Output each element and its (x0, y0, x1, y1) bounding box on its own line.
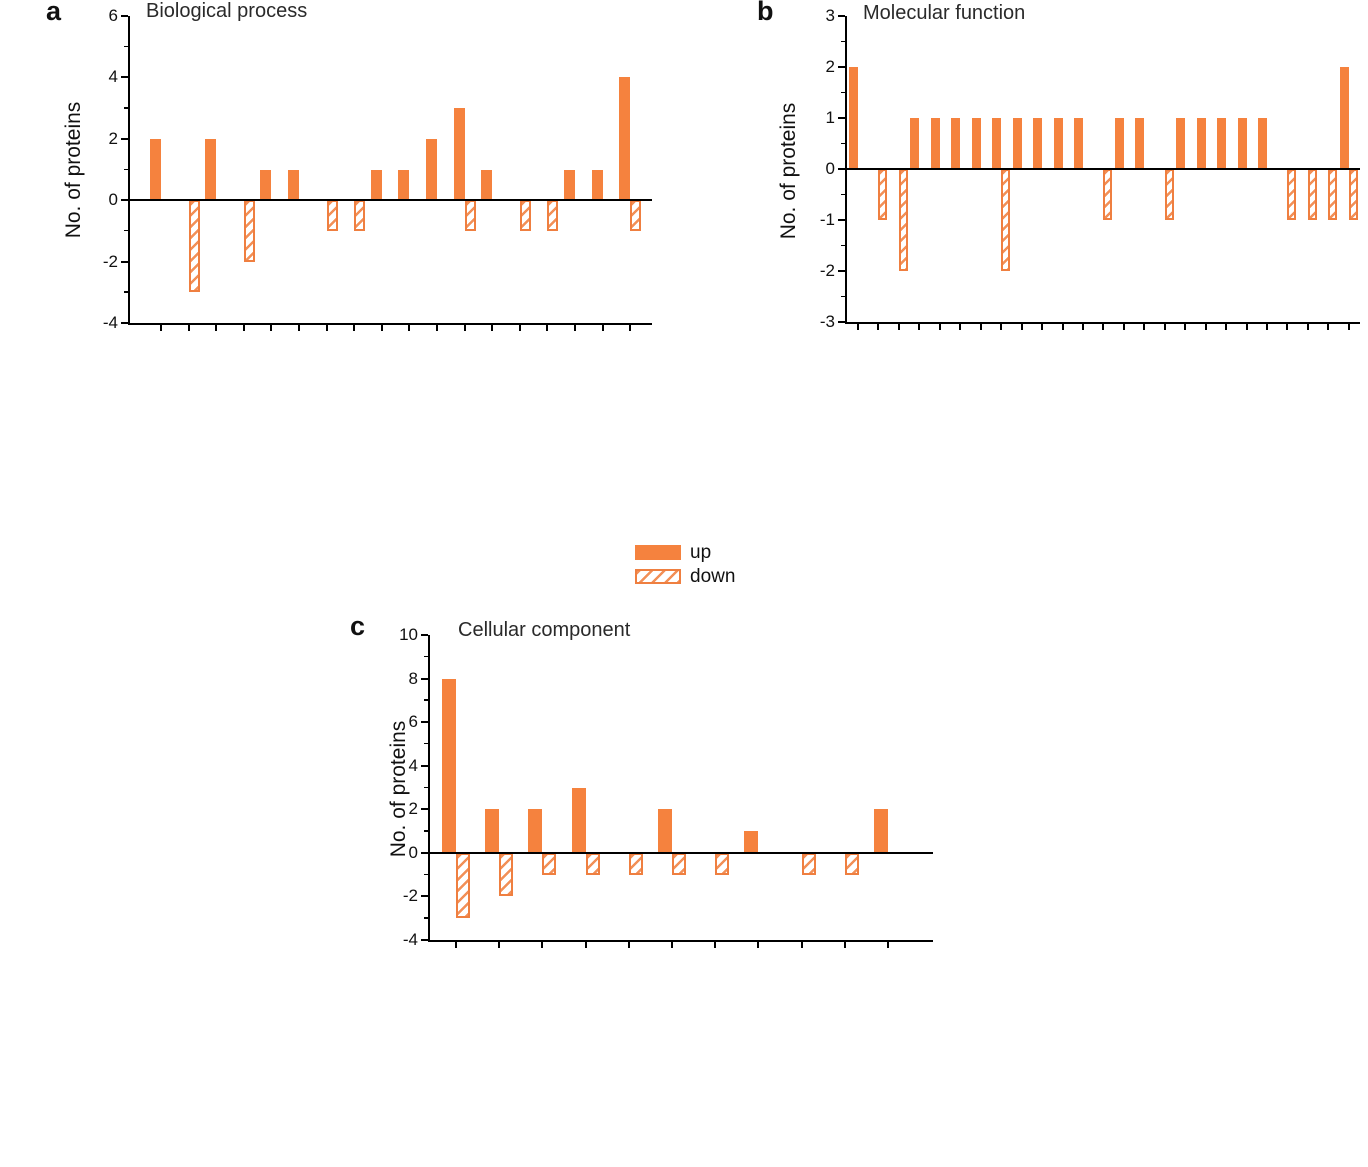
bar-up-b-17 (1176, 118, 1185, 169)
x-tick-c (628, 942, 630, 948)
x-tick-a (381, 325, 383, 331)
x-tick-a (602, 325, 604, 331)
bar-down-c-7 (715, 853, 729, 875)
y-minor-tick-c (424, 787, 428, 789)
bar-up-b-4 (910, 118, 919, 169)
x-tick-a (408, 325, 410, 331)
y-tick-c (421, 678, 428, 680)
bar-up-a-16 (564, 170, 575, 201)
bar-up-c-8 (744, 831, 758, 853)
x-tick-a (574, 325, 576, 331)
y-tick-b (838, 219, 845, 221)
x-tick-b (898, 324, 900, 330)
bar-up-b-9 (1013, 118, 1022, 169)
y-tick-label-c: -2 (402, 886, 418, 906)
bar-up-a-11 (426, 139, 437, 200)
bar-up-c-1 (442, 679, 456, 853)
chart-title-c: Cellular component (458, 619, 631, 641)
zero-line-c (428, 852, 933, 854)
y-tick-label-b: -3 (819, 312, 835, 331)
chart-title-b: Molecular function (863, 2, 1026, 24)
y-axis-line-c (428, 635, 430, 942)
y-tick-a (121, 261, 128, 263)
x-tick-c (714, 942, 716, 948)
bar-down-c-3 (542, 853, 556, 875)
x-tick-a (243, 325, 245, 331)
x-tick-a (491, 325, 493, 331)
panel-letter-b: b (757, 0, 774, 26)
legend-down-label: down (690, 566, 736, 587)
bar-down-a-12 (465, 200, 476, 231)
bar-up-b-18 (1197, 118, 1206, 169)
y-tick-label-c: 10 (399, 625, 418, 644)
x-tick-b (1041, 324, 1043, 330)
bar-down-b-16 (1165, 169, 1174, 220)
x-tick-b (1123, 324, 1125, 330)
y-tick-label-c: 4 (408, 755, 418, 775)
x-tick-a (464, 325, 466, 331)
bar-up-a-18 (619, 77, 630, 200)
y-minor-tick-b (841, 194, 845, 196)
y-tick-label-b: 1 (825, 108, 835, 127)
bar-up-b-15 (1135, 118, 1144, 169)
bar-up-b-10 (1033, 118, 1042, 169)
y-tick-label-c: 2 (408, 799, 418, 819)
y-tick-label-a: 6 (108, 6, 118, 25)
y-axis-label-a: No. of proteins (62, 101, 85, 239)
x-tick-b (1266, 324, 1268, 330)
x-tick-c (585, 942, 587, 948)
y-minor-tick-a (124, 46, 128, 48)
x-tick-b (1184, 324, 1186, 330)
x-tick-b (918, 324, 920, 330)
bar-down-b-13 (1103, 169, 1112, 220)
x-tick-b (1021, 324, 1023, 330)
bar-down-b-3 (899, 169, 908, 271)
x-tick-b (959, 324, 961, 330)
y-tick-a (121, 15, 128, 17)
y-tick-a (121, 138, 128, 140)
x-tick-b (1164, 324, 1166, 330)
y-tick-label-a: 4 (108, 67, 118, 87)
bar-up-b-21 (1258, 118, 1267, 169)
bar-up-b-1 (849, 67, 858, 169)
zero-line-b (845, 168, 1360, 170)
bar-up-a-17 (592, 170, 603, 201)
bar-down-a-4 (244, 200, 255, 261)
x-tick-b (1062, 324, 1064, 330)
y-minor-tick-b (841, 245, 845, 247)
y-tick-c (421, 721, 428, 723)
y-minor-tick-c (424, 699, 428, 701)
y-tick-label-b: 3 (825, 6, 835, 25)
bar-down-c-4 (586, 853, 600, 875)
chart-title-a: Biological process (146, 0, 308, 22)
x-tick-a (160, 325, 162, 331)
bar-up-a-13 (481, 170, 492, 201)
legend-up-swatch (635, 545, 681, 560)
panel-letter-c: c (350, 611, 366, 641)
bar-down-b-22 (1287, 169, 1296, 220)
x-tick-b (1082, 324, 1084, 330)
y-minor-tick-b (841, 143, 845, 145)
y-tick-label-a: 0 (108, 190, 118, 210)
y-tick-label-b: 2 (825, 57, 835, 76)
bar-up-b-8 (992, 118, 1001, 169)
y-tick-b (838, 270, 845, 272)
y-tick-b (838, 117, 845, 119)
bar-down-c-5 (629, 853, 643, 875)
x-tick-c (887, 942, 889, 948)
bar-up-c-3 (528, 809, 542, 853)
x-tick-c (671, 942, 673, 948)
y-tick-c (421, 895, 428, 897)
x-tick-b (1205, 324, 1207, 330)
x-axis-line-c (428, 940, 933, 942)
x-tick-a (270, 325, 272, 331)
x-tick-b (1307, 324, 1309, 330)
y-tick-label-a: -4 (102, 313, 118, 332)
bar-down-c-10 (845, 853, 859, 875)
y-minor-tick-c (424, 656, 428, 658)
x-tick-c (455, 942, 457, 948)
bar-up-c-4 (572, 788, 586, 853)
y-tick-label-c: 6 (408, 712, 418, 732)
bar-up-b-19 (1217, 118, 1226, 169)
y-minor-tick-a (124, 169, 128, 171)
bar-up-a-5 (260, 170, 271, 201)
x-tick-a (353, 325, 355, 331)
x-tick-b (1286, 324, 1288, 330)
x-tick-b (1348, 324, 1350, 330)
y-minor-tick-b (841, 41, 845, 43)
bar-down-c-9 (802, 853, 816, 875)
bar-down-b-24 (1328, 169, 1337, 220)
bar-down-b-23 (1308, 169, 1317, 220)
bar-up-b-25 (1340, 67, 1349, 169)
bar-up-b-7 (972, 118, 981, 169)
bar-up-b-11 (1054, 118, 1063, 169)
x-tick-a (546, 325, 548, 331)
bar-up-a-3 (205, 139, 216, 200)
bar-down-a-15 (547, 200, 558, 231)
y-minor-tick-b (841, 296, 845, 298)
bar-up-b-6 (951, 118, 960, 169)
x-tick-c (541, 942, 543, 948)
x-tick-b (980, 324, 982, 330)
bar-down-c-1 (456, 853, 470, 918)
legend-up-label: up (690, 542, 712, 563)
x-tick-a (215, 325, 217, 331)
x-tick-a (629, 325, 631, 331)
bar-down-c-2 (499, 853, 513, 897)
bar-down-b-25 (1349, 169, 1358, 220)
y-minor-tick-a (124, 291, 128, 293)
bar-up-c-6 (658, 809, 672, 853)
y-tick-label-b: 0 (825, 159, 835, 178)
y-minor-tick-a (124, 230, 128, 232)
bar-up-c-2 (485, 809, 499, 853)
y-tick-b (838, 66, 845, 68)
y-axis-line-b (845, 16, 847, 324)
y-axis-label-c: No. of proteins (387, 720, 410, 858)
x-tick-a (188, 325, 190, 331)
x-tick-c (844, 942, 846, 948)
y-minor-tick-a (124, 107, 128, 109)
x-tick-b (1000, 324, 1002, 330)
x-tick-a (326, 325, 328, 331)
legend-down-swatch (635, 569, 681, 584)
zero-line-a (128, 199, 652, 201)
y-tick-b (838, 15, 845, 17)
y-axis-line-a (128, 16, 130, 325)
bar-up-c-11 (874, 809, 888, 853)
y-tick-b (838, 168, 845, 170)
y-tick-b (838, 321, 845, 323)
y-tick-c (421, 852, 428, 854)
y-tick-a (121, 76, 128, 78)
y-tick-label-c: -4 (402, 930, 418, 949)
y-minor-tick-b (841, 92, 845, 94)
bar-up-a-6 (288, 170, 299, 201)
y-tick-label-c: 0 (408, 842, 418, 862)
panel-letter-a: a (46, 0, 62, 26)
y-minor-tick-c (424, 830, 428, 832)
bar-up-a-9 (371, 170, 382, 201)
x-tick-a (519, 325, 521, 331)
bar-up-b-5 (931, 118, 940, 169)
x-tick-b (857, 324, 859, 330)
y-tick-c (421, 765, 428, 767)
bar-down-a-14 (520, 200, 531, 231)
bar-down-a-2 (189, 200, 200, 292)
y-tick-label-a: -2 (102, 251, 118, 271)
x-tick-b (1327, 324, 1329, 330)
x-tick-b (939, 324, 941, 330)
y-tick-label-b: -2 (819, 261, 835, 280)
bar-down-a-18 (630, 200, 641, 231)
x-tick-c (757, 942, 759, 948)
y-minor-tick-c (424, 917, 428, 919)
y-minor-tick-c (424, 743, 428, 745)
y-axis-label-b: No. of proteins (777, 102, 800, 240)
bar-up-b-14 (1115, 118, 1124, 169)
x-tick-b (877, 324, 879, 330)
bar-down-b-8 (1001, 169, 1010, 271)
y-tick-a (121, 199, 128, 201)
y-tick-a (121, 322, 128, 324)
bar-up-a-12 (454, 108, 465, 200)
x-tick-b (1246, 324, 1248, 330)
y-tick-label-b: -1 (819, 210, 835, 229)
x-tick-b (1143, 324, 1145, 330)
x-tick-b (1102, 324, 1104, 330)
bar-down-a-7 (327, 200, 338, 231)
x-tick-c (801, 942, 803, 948)
bar-up-b-12 (1074, 118, 1083, 169)
x-tick-a (436, 325, 438, 331)
y-tick-c (421, 634, 428, 636)
x-tick-c (498, 942, 500, 948)
y-tick-label-c: 8 (408, 668, 418, 688)
bar-down-b-2 (878, 169, 887, 220)
y-tick-label-a: 2 (108, 128, 118, 148)
x-tick-a (298, 325, 300, 331)
bar-up-a-1 (150, 139, 161, 200)
x-tick-b (1225, 324, 1227, 330)
y-minor-tick-c (424, 874, 428, 876)
y-tick-c (421, 939, 428, 941)
y-tick-c (421, 808, 428, 810)
bar-up-a-10 (398, 170, 409, 201)
bar-up-b-20 (1238, 118, 1247, 169)
bar-down-a-8 (354, 200, 365, 231)
bar-down-c-6 (672, 853, 686, 875)
